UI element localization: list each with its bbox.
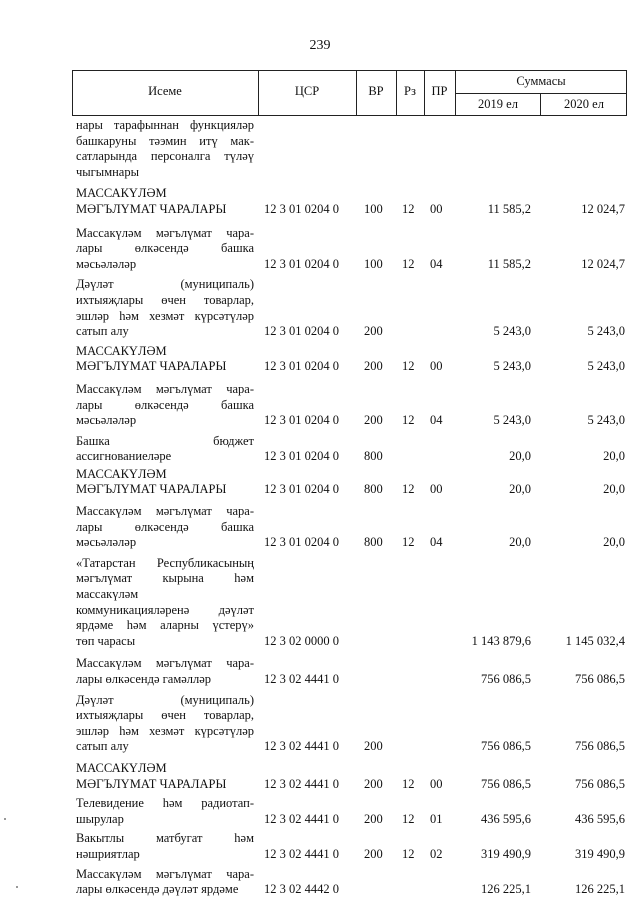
row-name-line: лары өлкәсендә башка xyxy=(76,397,254,412)
column-header-2020: 2020 ел xyxy=(564,97,604,111)
rz-cell: 12 xyxy=(402,482,415,497)
rz-cell: 12 xyxy=(402,201,415,216)
row-name-line: нары тарафыннан функцияләр xyxy=(76,118,254,132)
sum-2020-cell: 319 490,9 xyxy=(575,846,625,861)
column-header-csr: ЦСР xyxy=(294,84,320,98)
scan-speck xyxy=(16,886,18,888)
table-row xyxy=(72,656,627,687)
scan-speck xyxy=(4,818,6,820)
vr-cell: 200 xyxy=(364,413,383,428)
row-name-line: коммуникацияләренә дәүләт xyxy=(76,602,254,617)
rz-cell: 12 xyxy=(402,811,415,826)
vr-cell: 200 xyxy=(364,846,383,861)
sum-2019-cell: 20,0 xyxy=(509,449,531,464)
row-name-line: МАССАКҮЛӘМ xyxy=(76,760,167,775)
vr-cell: 800 xyxy=(364,535,383,550)
row-name xyxy=(72,831,254,862)
rz-cell: 12 xyxy=(402,846,415,861)
pr-cell: 04 xyxy=(430,413,443,428)
csr-cell: 12 3 02 4441 0 xyxy=(264,776,339,791)
sum-2019-cell: 11 585,2 xyxy=(487,201,531,216)
rz-cell: 12 xyxy=(402,256,415,271)
row-name-line: МӘГЪЛҮМАТ ЧАРАЛАРЫ xyxy=(76,776,227,791)
row-name-line: чыгымнары xyxy=(76,164,140,179)
row-name-line: шырулар xyxy=(76,811,124,826)
sum-2019-cell: 756 086,5 xyxy=(481,776,531,791)
row-name-line: Вакытлы матбугат һәм xyxy=(76,831,254,846)
column-header-vr: ВР xyxy=(368,84,384,98)
row-name xyxy=(72,344,254,375)
row-name xyxy=(72,226,254,273)
row-name xyxy=(72,434,254,465)
table-row xyxy=(72,693,627,755)
sum-2019-cell: 756 086,5 xyxy=(481,672,531,686)
row-name-line: мәсьәләләр xyxy=(76,413,137,428)
csr-cell: 12 3 02 0000 0 xyxy=(264,633,339,648)
table-row xyxy=(72,186,627,217)
column-header-pr: ПР xyxy=(431,84,448,98)
row-name xyxy=(72,761,254,792)
sum-2020-cell: 20,0 xyxy=(603,535,625,550)
csr-cell: 12 3 02 4442 0 xyxy=(264,882,339,897)
sum-2020-cell: 5 243,0 xyxy=(587,324,625,339)
row-name xyxy=(72,504,254,551)
row-name xyxy=(72,693,254,755)
row-name-line: эшләр һәм хезмәт күрсәтүләр xyxy=(76,308,254,323)
table-row xyxy=(72,504,627,551)
sum-2019-cell: 20,0 xyxy=(509,535,531,550)
column-header-name: Исеме xyxy=(148,84,182,98)
table-row xyxy=(72,796,627,827)
row-name xyxy=(72,556,254,650)
row-name-line: лары өлкәсендә дәүләт ярдәме xyxy=(76,882,239,897)
vr-cell: 200 xyxy=(364,776,383,791)
row-name-line: ассигнованиеләре xyxy=(76,449,172,464)
vr-cell: 800 xyxy=(364,449,383,464)
row-name-line: МӘГЪЛҮМАТ ЧАРАЛАРЫ xyxy=(76,359,227,374)
column-header-sums: Суммасы xyxy=(516,74,566,88)
sum-2019-cell: 11 585,2 xyxy=(487,256,531,271)
row-name-line: Массакүләм мәгълүмат чара- xyxy=(76,225,254,240)
csr-cell: 12 3 02 4441 0 xyxy=(264,672,339,686)
row-name-line: МӘГЪЛҮМАТ ЧАРАЛАРЫ xyxy=(76,201,227,216)
sum-2019-cell: 126 225,1 xyxy=(481,882,531,897)
vr-cell: 200 xyxy=(364,359,383,374)
row-name-line: МАССАКҮЛӘМ xyxy=(76,466,167,481)
table-row xyxy=(72,226,627,273)
rz-cell: 12 xyxy=(402,535,415,550)
sum-2020-cell: 126 225,1 xyxy=(575,882,625,897)
row-name-line: эшләр һәм хезмәт күрсәтүләр xyxy=(76,723,254,738)
table-header xyxy=(72,70,627,116)
sum-2020-cell: 1 145 032,4 xyxy=(565,633,625,648)
pr-cell: 00 xyxy=(430,359,443,374)
row-name xyxy=(72,467,254,498)
row-name-line: ихтыяҗлары өчен товарлар, xyxy=(76,708,254,723)
row-name-line: ихтыяҗлары өчен товарлар, xyxy=(76,292,254,307)
table-row xyxy=(72,434,627,465)
header-top-rule xyxy=(72,70,627,71)
row-name xyxy=(72,382,254,429)
page-number: 239 xyxy=(309,38,331,53)
row-name-line: Дәүләт (муниципаль) xyxy=(76,692,254,707)
pr-cell: 02 xyxy=(430,846,443,861)
vr-cell: 100 xyxy=(364,256,383,271)
rz-cell: 12 xyxy=(402,359,415,374)
vr-cell: 200 xyxy=(364,811,383,826)
row-name-line: төп чарасы xyxy=(76,633,136,648)
sum-2019-cell: 5 243,0 xyxy=(493,413,531,428)
row-name-line: лары өлкәсендә гамәлләр xyxy=(76,672,212,686)
sum-2019-cell: 756 086,5 xyxy=(481,739,531,754)
csr-cell: 12 3 01 0204 0 xyxy=(264,201,339,216)
row-name xyxy=(72,867,254,898)
table-row xyxy=(72,831,627,862)
row-name-line: лары өлкәсендә башка xyxy=(76,519,254,534)
pr-cell: 04 xyxy=(430,535,443,550)
row-name xyxy=(72,186,254,217)
row-name-line: Башка бюджет xyxy=(76,433,254,448)
row-name-line: ярдәме һәм аларны үстерү» xyxy=(76,618,254,633)
table-row xyxy=(72,344,627,375)
vr-cell: 800 xyxy=(364,482,383,497)
sum-2019-cell: 436 595,6 xyxy=(481,811,531,826)
sum-2019-cell: 319 490,9 xyxy=(481,846,531,861)
sum-2020-cell: 756 086,5 xyxy=(575,776,625,791)
row-name-line: сатып алу xyxy=(76,324,129,339)
row-name-line: Массакүләм мәгълүмат чара- xyxy=(76,656,254,671)
table-body xyxy=(72,118,627,898)
csr-cell: 12 3 01 0204 0 xyxy=(264,324,339,339)
header-mid-rule xyxy=(455,93,627,94)
vr-cell: 200 xyxy=(364,324,383,339)
sum-2020-cell: 12 024,7 xyxy=(581,256,625,271)
table-row xyxy=(72,277,627,339)
row-name-line: Дәүләт (муниципаль) xyxy=(76,277,254,292)
row-name-line: Массакүләм мәгълүмат чара- xyxy=(76,866,254,881)
row-name-line: МӘГЪЛҮМАТ ЧАРАЛАРЫ xyxy=(76,482,227,497)
pr-cell: 00 xyxy=(430,482,443,497)
row-name-line: башкаруны тәэмин итү мак- xyxy=(76,133,254,148)
pr-cell: 00 xyxy=(430,201,443,216)
row-name-line: МАССАКҮЛӘМ xyxy=(76,343,167,358)
row-name xyxy=(72,796,254,827)
table-row xyxy=(72,867,627,898)
csr-cell: 12 3 01 0204 0 xyxy=(264,535,339,550)
row-name-line: массакүләм xyxy=(76,587,139,602)
row-name-line: МАССАКҮЛӘМ xyxy=(76,186,167,201)
csr-cell: 12 3 01 0204 0 xyxy=(264,449,339,464)
csr-cell: 12 3 02 4441 0 xyxy=(264,811,339,826)
column-header-rz: Рз xyxy=(404,84,416,98)
row-name-line: нәшриятлар xyxy=(76,846,140,861)
csr-cell: 12 3 01 0204 0 xyxy=(264,413,339,428)
row-name-line: Массакүләм мәгълүмат чара- xyxy=(76,504,254,519)
sum-2019-cell: 1 143 879,6 xyxy=(471,633,531,648)
sum-2020-cell: 436 595,6 xyxy=(575,811,625,826)
table-row xyxy=(72,761,627,792)
rz-cell: 12 xyxy=(402,413,415,428)
row-name xyxy=(72,118,254,180)
header-bottom-rule xyxy=(72,115,627,116)
rz-cell: 12 xyxy=(402,776,415,791)
row-name-line: мәсьәләләр xyxy=(76,256,137,271)
row-name-line: Массакүләм мәгълүмат чара- xyxy=(76,381,254,396)
pr-cell: 00 xyxy=(430,776,443,791)
pr-cell: 01 xyxy=(430,811,443,826)
row-name-line: сатларында персоналга түләү xyxy=(76,149,254,164)
sum-2019-cell: 20,0 xyxy=(509,482,531,497)
row-name-line: Телевидение һәм радиотап- xyxy=(76,796,254,811)
row-name-line: мәсьәләләр xyxy=(76,535,137,550)
row-name xyxy=(72,656,254,687)
sum-2020-cell: 20,0 xyxy=(603,482,625,497)
table-row xyxy=(72,118,627,180)
column-header-2019: 2019 ел xyxy=(478,97,518,111)
row-name-line: сатып алу xyxy=(76,739,129,754)
sum-2020-cell: 20,0 xyxy=(603,449,625,464)
sum-2020-cell: 12 024,7 xyxy=(581,201,625,216)
sum-2020-cell: 5 243,0 xyxy=(587,359,625,374)
csr-cell: 12 3 02 4441 0 xyxy=(264,739,339,754)
pr-cell: 04 xyxy=(430,256,443,271)
csr-cell: 12 3 01 0204 0 xyxy=(264,482,339,497)
sum-2020-cell: 5 243,0 xyxy=(587,413,625,428)
row-name-line: «Татарстан Республикасының xyxy=(76,555,254,570)
csr-cell: 12 3 02 4441 0 xyxy=(264,846,339,861)
vr-cell: 100 xyxy=(364,201,383,216)
vr-cell: 200 xyxy=(364,739,383,754)
csr-cell: 12 3 01 0204 0 xyxy=(264,359,339,374)
row-name-line: мәгълүмат кырына һәм xyxy=(76,571,254,586)
sum-2019-cell: 5 243,0 xyxy=(493,324,531,339)
csr-cell: 12 3 01 0204 0 xyxy=(264,256,339,271)
sum-2019-cell: 5 243,0 xyxy=(493,359,531,374)
table-row xyxy=(72,556,627,650)
row-name-line: лары өлкәсендә башка xyxy=(76,241,254,256)
row-name xyxy=(72,277,254,339)
table-row xyxy=(72,382,627,429)
sum-2020-cell: 756 086,5 xyxy=(575,672,625,686)
table-row xyxy=(72,467,627,498)
sum-2020-cell: 756 086,5 xyxy=(575,739,625,754)
